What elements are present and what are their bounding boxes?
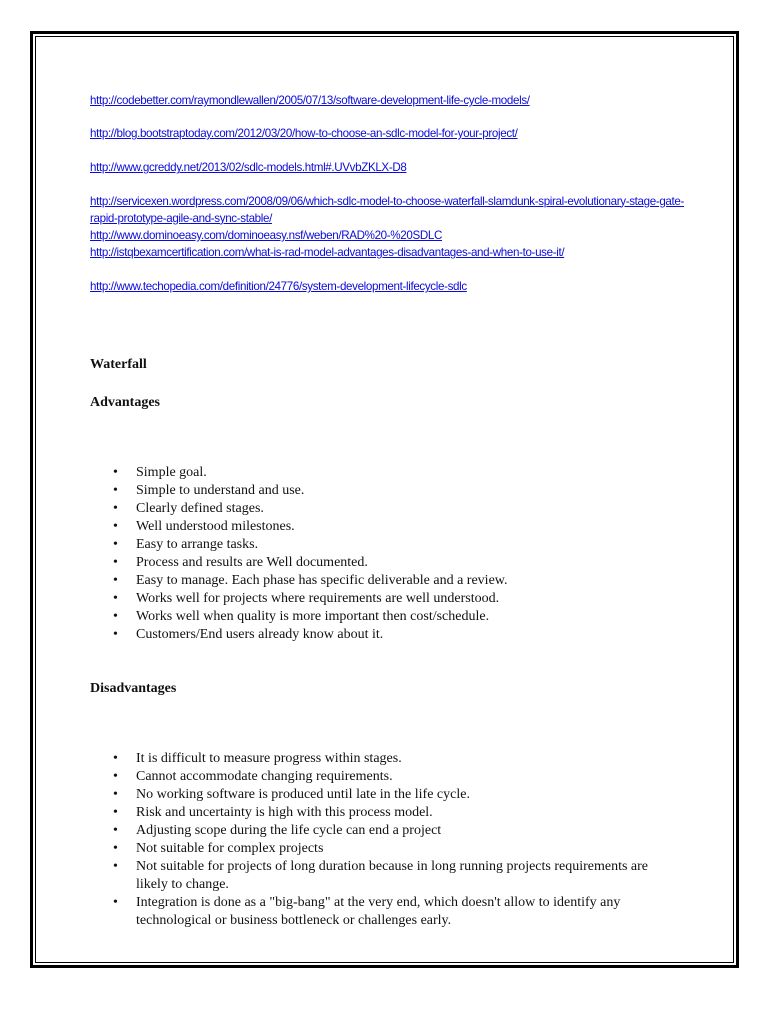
list-item: • Works well when quality is more important then cost/schedule.	[90, 608, 680, 626]
list-item: • Integration is done as a "big-bang" at the very end, which doesn't allow to identify any technological or business bottleneck or challenges early.	[90, 894, 680, 930]
list-item: • It is difficult to measure progress within stages.	[90, 750, 680, 768]
advantages-heading: Advantages	[90, 395, 161, 410]
list-item: • Well understood milestones.	[90, 518, 680, 536]
reference-link[interactable]: http://www.techopedia.com/definition/24776/system-development-lifecycle-sdlc	[90, 280, 467, 294]
list-item: • Works well for projects where requirements are well understood.	[90, 590, 680, 608]
list-item: • Not suitable for projects of long duration because in long running projects requirements are likely to change.	[90, 858, 680, 894]
disadvantages-list	[90, 750, 680, 930]
list-item: • Clearly defined stages.	[90, 500, 680, 518]
section-title: Waterfall	[90, 357, 147, 372]
reference-link[interactable]: http://www.dominoeasy.com/dominoeasy.nsf/weben/RAD%20-%20SDLC	[90, 229, 442, 243]
reference-links	[90, 92, 700, 296]
list-item: • Easy to arrange tasks.	[90, 536, 680, 554]
list-item: • Cannot accommodate changing requirements.	[90, 768, 680, 786]
reference-link[interactable]: http://codebetter.com/raymondlewallen/2005/07/13/software-development-life-cycle-models/	[90, 94, 530, 107]
list-item: • Process and results are Well documented.	[90, 554, 680, 572]
advantages-list	[90, 464, 680, 644]
reference-link[interactable]: http://blog.bootstraptoday.com/2012/03/20/how-to-choose-an-sdlc-model-for-your-project/	[90, 127, 518, 141]
list-item: • Easy to manage. Each phase has specific deliverable and a review.	[90, 572, 680, 590]
reference-link[interactable]: http://www.gcreddy.net/2013/02/sdlc-models.html#.UVvbZKLX-D8	[90, 161, 407, 175]
list-item: • Simple to understand and use.	[90, 482, 680, 500]
list-item: • Not suitable for complex projects	[90, 840, 680, 858]
disadvantages-heading: Disadvantages	[90, 681, 177, 696]
list-item: • Simple goal.	[90, 464, 680, 482]
reference-link[interactable]: http://istqbexamcertification.com/what-is-rad-model-advantages-disadvantages-and-when-to-use-it/	[90, 246, 565, 260]
list-item: • Customers/End users already know about it.	[90, 626, 680, 644]
list-item: • Risk and uncertainty is high with this process model.	[90, 804, 680, 822]
list-item: • No working software is produced until late in the life cycle.	[90, 786, 680, 804]
reference-link[interactable]: http://servicexen.wordpress.com/2008/09/06/which-sdlc-model-to-choose-waterfall-slamdunk-spiral-evolutionary-stage-gate-rapid-prototype-agile-and-sync-stable/	[90, 194, 685, 225]
list-item: • Adjusting scope during the life cycle can end a project	[90, 822, 680, 840]
